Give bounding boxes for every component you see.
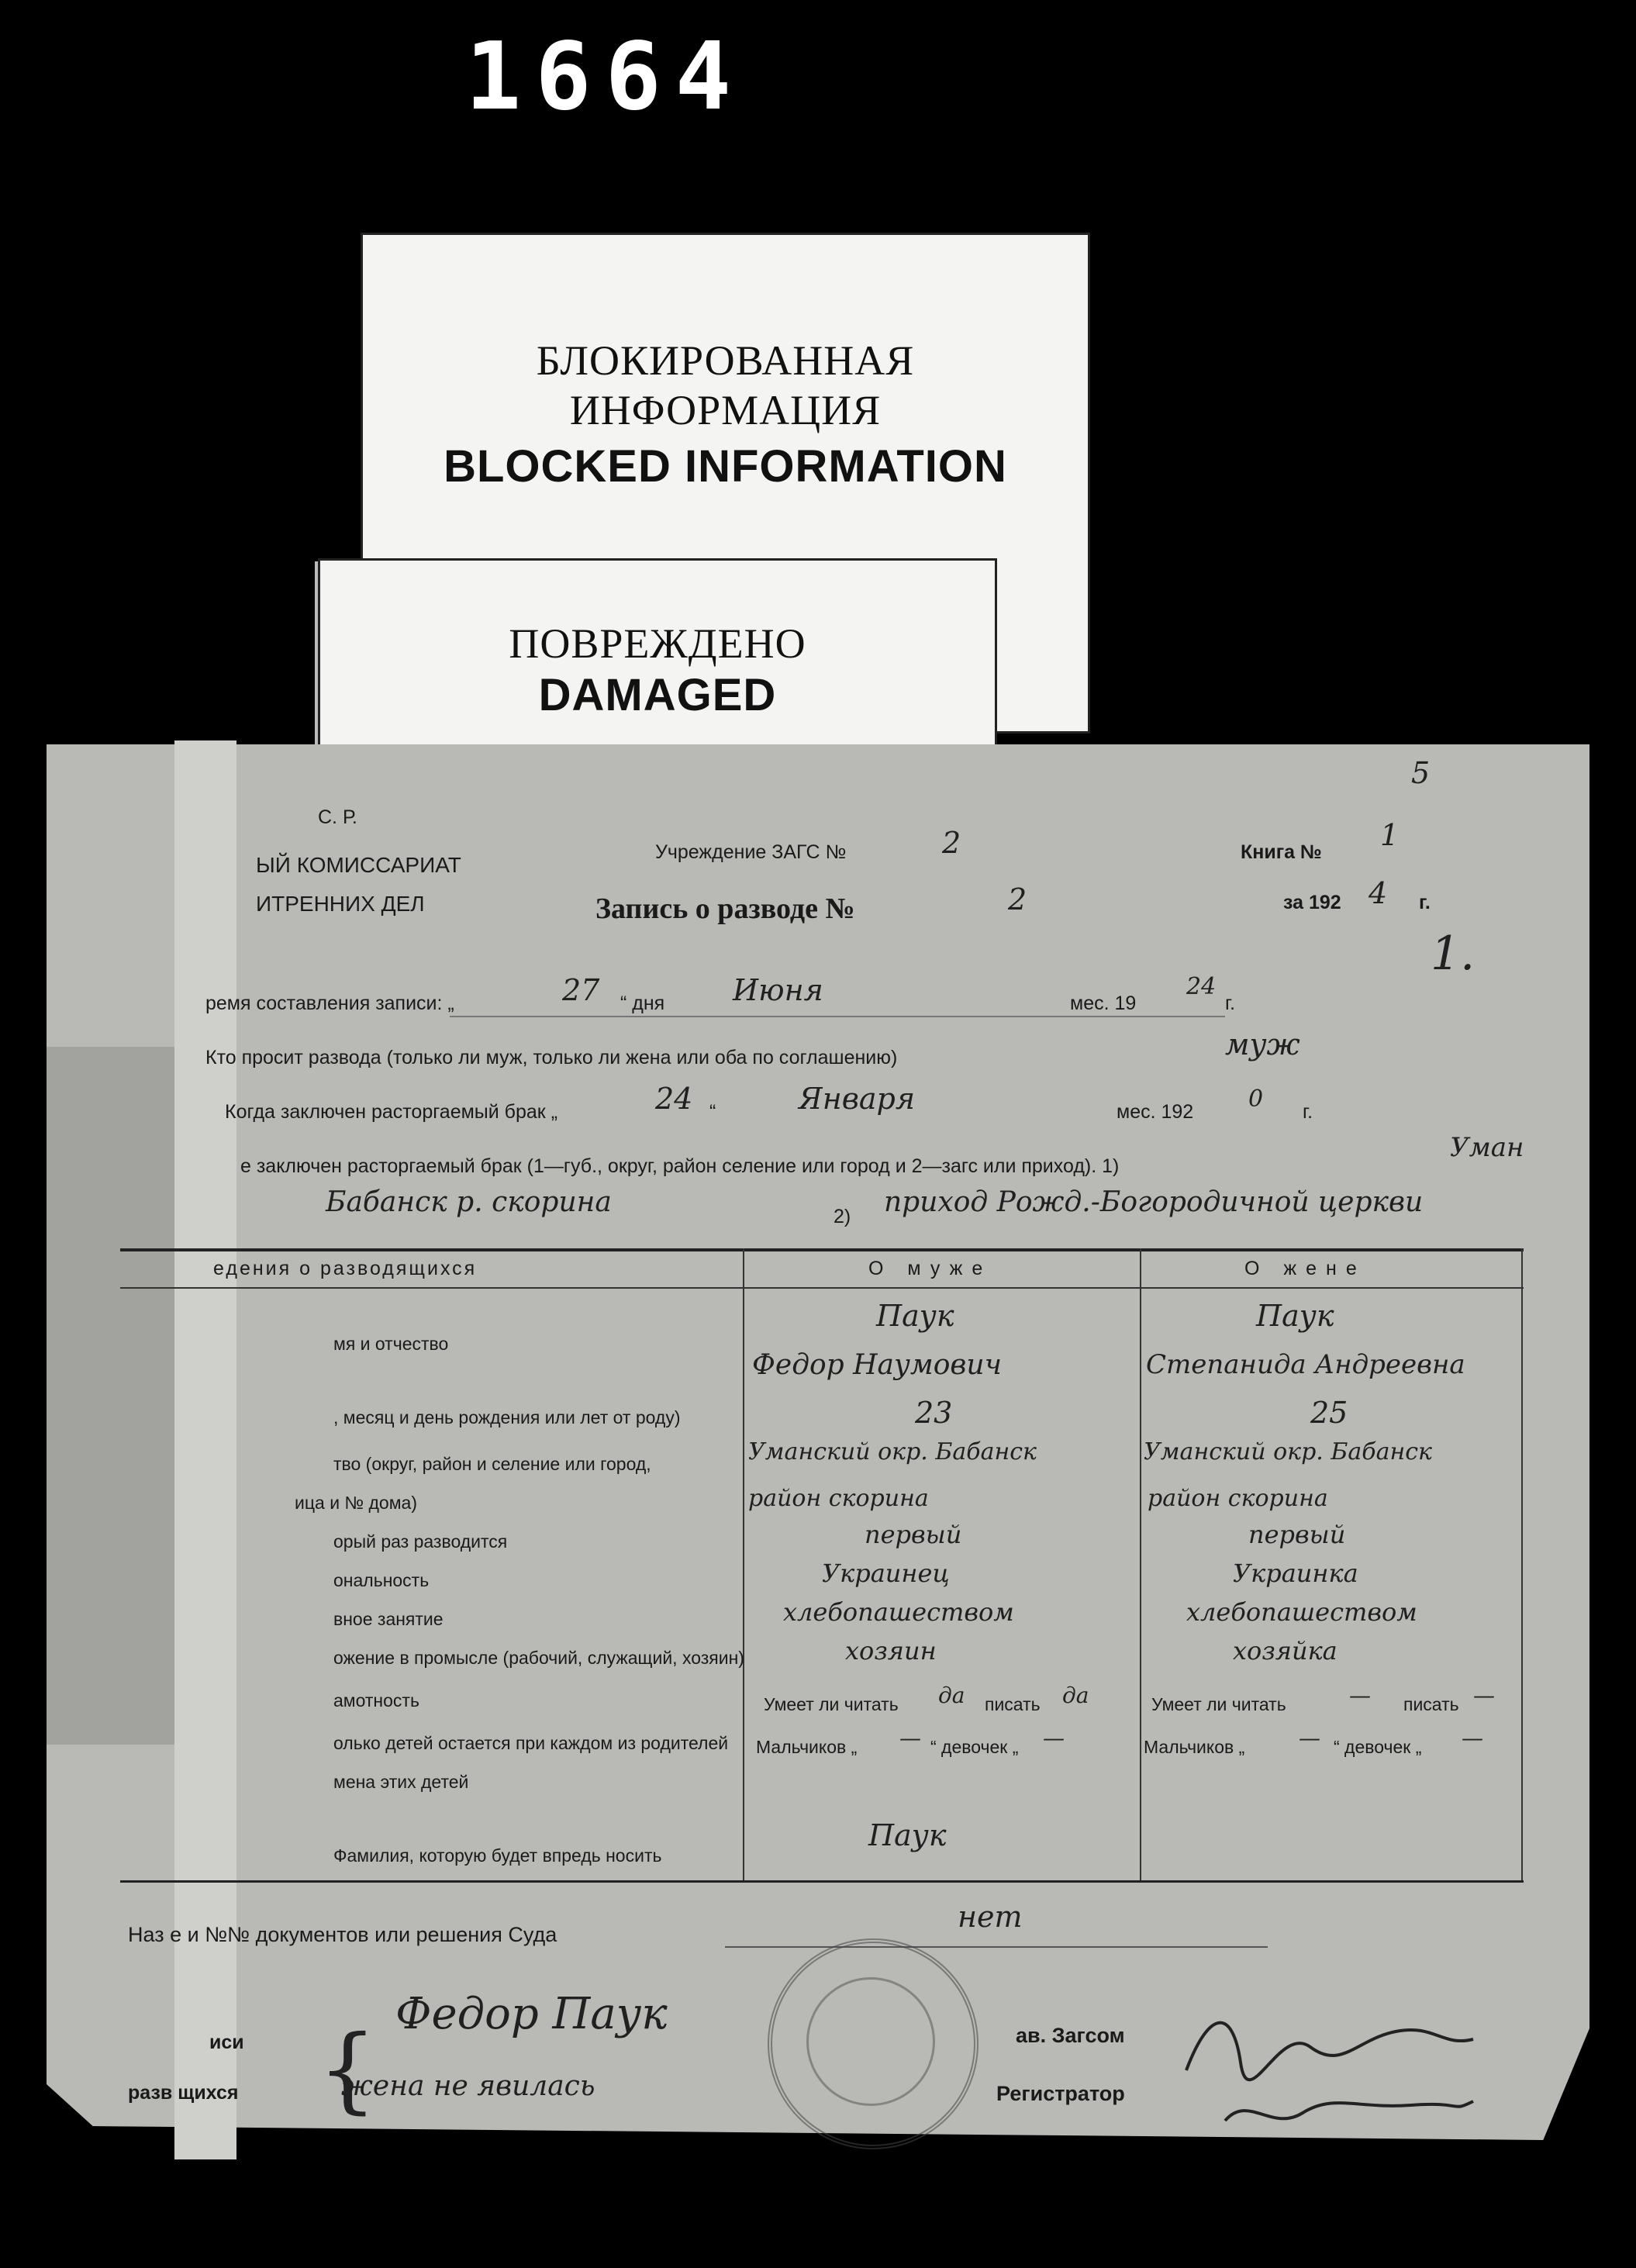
head-of-zags-label: ав. Загсом xyxy=(1016,2024,1125,2047)
husband-times: первый xyxy=(865,1520,962,1549)
table-head-husband: О муже xyxy=(868,1258,992,1279)
header-left-line3: ИТРЕННИХ ДЕЛ xyxy=(256,892,425,916)
table-col-divider-2 xyxy=(1140,1248,1141,1880)
record-title: Запись о разводе № xyxy=(595,892,855,925)
husband-age: 23 xyxy=(915,1396,953,1430)
documents-underline xyxy=(725,1946,1268,1948)
husband-position: хозяин xyxy=(845,1636,937,1666)
row14-label: мена этих детей xyxy=(333,1772,469,1792)
record-number: 2 xyxy=(1008,882,1027,917)
line5-value2: приход Рожд.-Богородичной церкви xyxy=(884,1186,1424,1218)
year-suffix: г. xyxy=(1419,892,1431,913)
line4-label: е заключен расторгаемый брак (1—губ., округ, район селение или город и 2—загс или приход). 1) xyxy=(240,1155,1120,1177)
line5-label2: 2) xyxy=(834,1206,851,1227)
line4-value1: Уман xyxy=(1450,1132,1524,1163)
line3-month: Января xyxy=(799,1082,915,1116)
table-head-info: едения о разводящихся xyxy=(213,1258,478,1279)
husband-surname: Паук xyxy=(876,1299,954,1333)
line1-year: 24 xyxy=(1186,973,1217,1000)
year-digit: 4 xyxy=(1369,876,1388,910)
line3-tail: мес. 192 xyxy=(1117,1101,1194,1123)
wife-write-label: писать xyxy=(1403,1694,1459,1714)
table-right-border xyxy=(1521,1248,1523,1880)
official-stamp-inner-ring xyxy=(806,1977,935,2106)
husband-nationality: Украинец xyxy=(822,1559,950,1588)
blocked-ru-line2: ИНФОРМАЦИЯ xyxy=(569,387,882,433)
official-signatures xyxy=(1179,1977,1489,2148)
header-left-line1: С. Р. xyxy=(318,806,357,828)
wife-surname: Паук xyxy=(1256,1299,1334,1333)
table-bottom-border xyxy=(120,1880,1524,1883)
signature-brace: { xyxy=(318,2016,378,2124)
wife-signature-note: жена не явилась xyxy=(341,2070,595,2102)
line2-value: муж xyxy=(1225,1027,1300,1062)
husband-children-label: Мальчиков „ xyxy=(756,1737,858,1757)
line1-end: г. xyxy=(1225,992,1236,1014)
row15-label: Фамилия, которую будет впредь носить xyxy=(333,1845,662,1866)
damaged-en-line: DAMAGED xyxy=(538,670,777,720)
header-left-line2: ЫЙ КОМИССАРИАТ xyxy=(256,853,461,877)
wife-times: первый xyxy=(1248,1520,1346,1549)
wife-position: хозяйка xyxy=(1233,1636,1337,1666)
page-number: 5 xyxy=(1411,756,1431,790)
husband-girls: — xyxy=(1043,1725,1065,1751)
wife-residence-2: район скорина xyxy=(1148,1485,1328,1512)
line3-year: 0 xyxy=(1248,1086,1264,1113)
husband-name: Федор Наумович xyxy=(752,1349,1002,1381)
wife-occupation: хлебопашеством xyxy=(1186,1597,1417,1627)
line1-day: 27 xyxy=(562,973,600,1007)
documents-value: нет xyxy=(958,1900,1023,1934)
row12-label: амотность xyxy=(333,1690,419,1710)
row11-label: ожение в промысле (рабочий, служащий, хозяин) xyxy=(333,1648,744,1668)
wife-read: — xyxy=(1349,1683,1371,1708)
archive-number: 1664 xyxy=(465,23,745,131)
wife-literacy-label: Умеет ли читать xyxy=(1151,1694,1286,1714)
year-prefix: за 192 xyxy=(1283,892,1341,913)
wife-nationality: Украинка xyxy=(1233,1559,1358,1588)
table-top-border xyxy=(120,1248,1524,1251)
line3-day: 24 xyxy=(655,1082,693,1116)
wife-boys: — xyxy=(1299,1725,1320,1751)
husband-read: да xyxy=(938,1683,965,1708)
husband-residence-2: район скорина xyxy=(748,1485,929,1512)
line1-label: ремя составления записи: „ xyxy=(205,992,454,1014)
wife-children-label: Мальчиков „ xyxy=(1144,1737,1245,1757)
wife-name: Степанида Андреевна xyxy=(1146,1349,1465,1380)
husband-residence-1: Уманский окр. Бабанск xyxy=(748,1438,1037,1465)
row7-label-b: ица и № дома) xyxy=(295,1493,417,1513)
husband-girls-label: “ девочек „ xyxy=(930,1737,1019,1757)
corner-mark: 1. xyxy=(1431,927,1476,981)
wife-write: — xyxy=(1473,1683,1495,1708)
documents-label: Наз е и №№ документов или решения Суда xyxy=(128,1923,557,1946)
line3-mid: “ xyxy=(709,1101,716,1123)
row10-label: вное занятие xyxy=(333,1609,444,1629)
wife-residence-1: Уманский окр. Бабанск xyxy=(1144,1438,1432,1465)
line3-end: г. xyxy=(1303,1101,1313,1123)
damaged-ru-line: ПОВРЕЖДЕНО xyxy=(509,620,806,667)
husband-literacy-label: Умеет ли читать xyxy=(764,1694,899,1714)
row6-label: , месяц и день рождения или лет от роду) xyxy=(333,1407,681,1427)
line1-tail: мес. 19 xyxy=(1070,992,1137,1014)
row5-label: мя и отчество xyxy=(333,1334,449,1354)
line2-label: Кто просит развода (только ли муж, только ли жена или оба по соглашению) xyxy=(205,1047,898,1068)
paper-damage-area xyxy=(47,1047,186,1745)
table-header-border xyxy=(120,1287,1524,1289)
husband-new-surname: Паук xyxy=(868,1818,947,1852)
husband-write: да xyxy=(1062,1683,1089,1708)
table-col-divider-1 xyxy=(743,1248,744,1880)
line1-underline xyxy=(450,1016,1225,1017)
row8-label: орый раз разводится xyxy=(333,1531,508,1552)
line5-value1: Бабанск р. скорина xyxy=(326,1186,612,1218)
line3-label: Когда заключен расторгаемый брак „ xyxy=(225,1101,558,1123)
husband-signature: Федор Паук xyxy=(395,1989,668,2039)
blocked-en-line: BLOCKED INFORMATION xyxy=(444,441,1007,492)
line1-month: Июня xyxy=(733,973,823,1007)
table-head-wife: О жене xyxy=(1244,1258,1366,1279)
husband-occupation: хлебопашеством xyxy=(783,1597,1014,1627)
line1-mid: “ дня xyxy=(620,992,665,1014)
signatures-label-1: иси xyxy=(209,2032,244,2053)
wife-age: 25 xyxy=(1310,1396,1348,1430)
husband-write-label: писать xyxy=(985,1694,1041,1714)
book-label: Книга № xyxy=(1241,841,1322,863)
husband-boys: — xyxy=(899,1725,921,1751)
row9-label: ональность xyxy=(333,1570,430,1590)
signatures-label-2: разв щихся xyxy=(128,2082,239,2104)
wife-girls-label: “ девочек „ xyxy=(1334,1737,1422,1757)
wife-girls: — xyxy=(1462,1725,1483,1751)
damaged-card xyxy=(318,558,997,753)
row13-label: олько детей остается при каждом из родителей xyxy=(333,1733,729,1753)
registrar-label: Регистратор xyxy=(996,2082,1125,2105)
blocked-ru-line1: БЛОКИРОВАННАЯ xyxy=(536,337,915,384)
book-value: 1 xyxy=(1380,818,1400,852)
row7-label-a: тво (округ, район и селение или город, xyxy=(333,1454,651,1474)
zags-value: 2 xyxy=(942,826,961,860)
zags-label: Учреждение ЗАГС № xyxy=(655,841,847,863)
